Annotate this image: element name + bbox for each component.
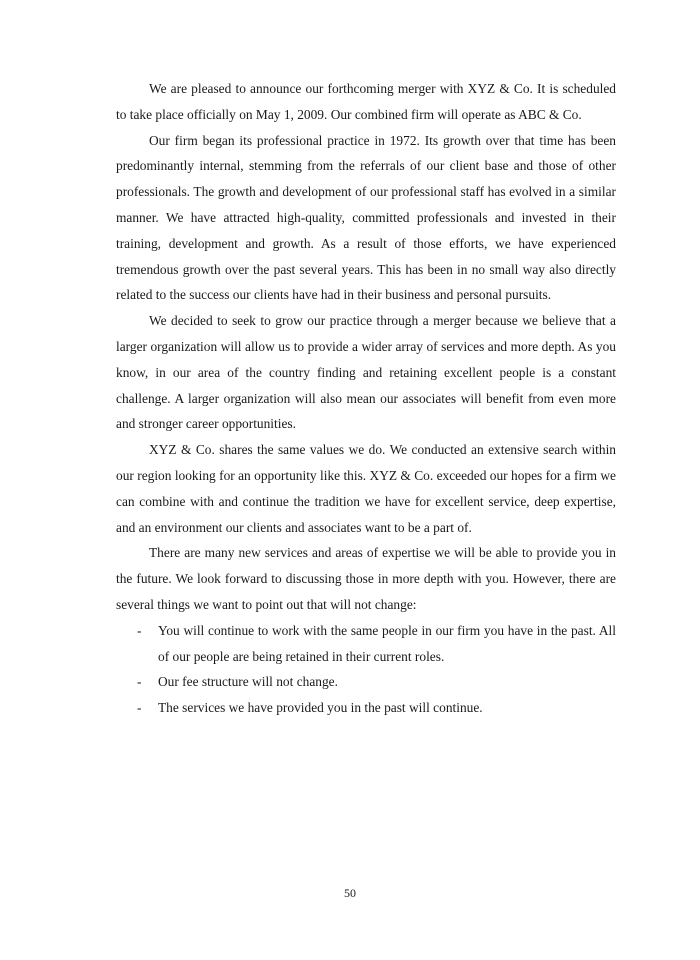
- bullet-text: You will continue to work with the same people in our firm you have in the past. All of our people are being retained in their current roles.: [158, 622, 616, 664]
- page-number: 50: [344, 886, 356, 900]
- paragraph-firm-history: Our firm began its professional practice in 1972. Its growth over that time has been predominantly internal, stemming from the referrals of our client base and those of other professionals. The growth and development of our professional staff has evolved in a similar manner. We have attracted high-quality, committed professionals and invested in their training, development and growth. As a result of those efforts, we have experienced tremendous growth over the past several years. This has been in no small way also directly related to the success our clients have had in their business and personal pursuits.: [116, 132, 616, 303]
- paragraph-merger-reason: We decided to seek to grow our practice through a merger because we believe that a larger organization will allow us to provide a wider array of services and more depth. As you know, in our area of the country finding and retaining excellent people is a constant challenge. A larger organization will also mean our associates will benefit from even more and stronger career opportunities.: [116, 313, 616, 432]
- paragraph-merger-announcement: We are pleased to announce our forthcoming merger with XYZ & Co. It is scheduled to take place officially on May 1, 2009. Our combined firm will operate as ABC & Co.: [116, 81, 616, 122]
- bullet-text: The services we have provided you in the past will continue.: [158, 700, 483, 716]
- paragraph-shared-values: XYZ & Co. shares the same values we do. We conducted an extensive search within our region looking for an opportunity like this. XYZ & Co. exceeded our hopes for a firm we can combine with and continue the tradition we have for excellent service, deep expertise, and an environment our clients and associates want to be a part of.: [116, 442, 616, 535]
- bullet-dash: -: [137, 674, 142, 690]
- paragraph-future-services: There are many new services and areas of expertise we will be able to provide you in the future. We look forward to discussing those in more depth with you. However, there are several things we want to point out that will not change:: [116, 545, 616, 612]
- list-item: [116, 618, 616, 670]
- bullet-dash: -: [137, 700, 142, 716]
- bullet-dash: -: [137, 622, 142, 638]
- list-item: [116, 669, 616, 695]
- unchanged-items-list: [116, 618, 616, 721]
- bullet-text: Our fee structure will not change.: [158, 674, 338, 690]
- document-body: [116, 76, 616, 721]
- list-item: [116, 695, 616, 721]
